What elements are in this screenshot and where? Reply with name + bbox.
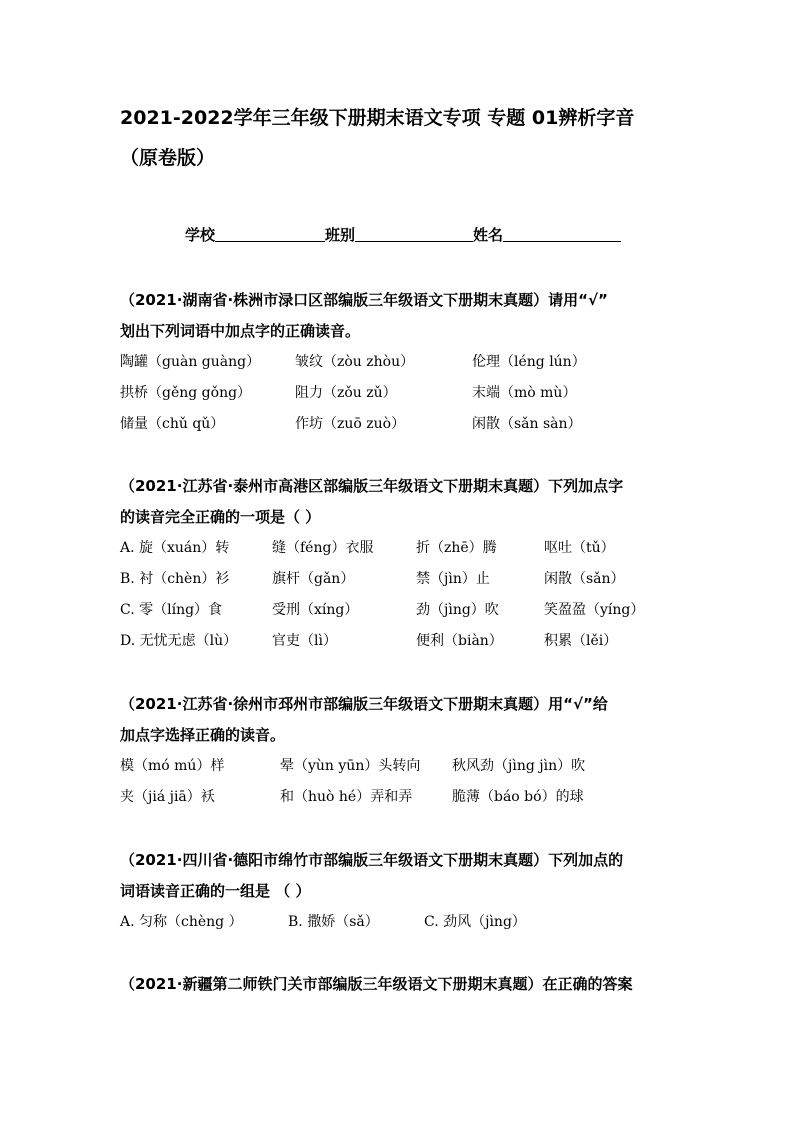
- question-header-line: 加点字选择正确的读音。: [120, 726, 286, 744]
- option-item: B. 撒娇（sǎ）: [288, 914, 379, 930]
- option-row: [120, 347, 680, 378]
- word-item: 闲散（sǎn sàn）: [472, 416, 582, 432]
- question-header: [120, 471, 680, 533]
- question-header-line: 的读音完全正确的一项是（ ）: [120, 508, 321, 526]
- option-row: [120, 751, 680, 782]
- word-item: 皱纹（zòu zhòu）: [295, 354, 415, 370]
- option-item: 劲（jìng）吹: [416, 602, 499, 618]
- question-header-line: （2021·四川省·德阳市绵竹市部编版三年级语文下册期末真题）下列加点的: [120, 851, 624, 869]
- option-item: 闲散（sǎn）: [544, 571, 625, 587]
- question-header-line: （2021·江苏省·泰州市高港区部编版三年级语文下册期末真题）下列加点字: [120, 477, 624, 495]
- option-item: A. 匀称（chèng ）: [120, 914, 243, 930]
- title-line-1: 2021-2022学年三年级下册期末语文专项 专题 01辨析字音: [120, 107, 635, 129]
- question-header-line: （2021·江苏省·徐州市邳州市部编版三年级语文下册期末真题）用“√”给: [120, 695, 608, 713]
- option-item: 缝（féng）衣服: [272, 540, 374, 556]
- class-label: 班别: [325, 226, 356, 244]
- question-header-line: （2021·新疆第二师铁门关市部编版三年级语文下册期末真题）在正确的答案: [120, 975, 633, 993]
- question-header-line: 词语读音正确的一组是 （ ）: [120, 882, 311, 900]
- question-header: [120, 845, 680, 907]
- word-item: 储量（chǔ qǔ）: [120, 416, 225, 432]
- question-1: [120, 285, 680, 440]
- option-item: 禁（jìn）止: [416, 571, 490, 587]
- option-item: 旗杆（gǎn）: [272, 571, 355, 587]
- option-row-b: [120, 564, 680, 595]
- word-item: 脆薄（báo bó）的球: [452, 789, 584, 805]
- word-item: 和（huò hé）弄和弄: [280, 789, 413, 805]
- option-item: A. 旋（xuán）转: [120, 540, 230, 556]
- option-item: B. 衬（chèn）衫: [120, 571, 230, 587]
- option-row-a: [120, 533, 680, 564]
- question-5: [120, 969, 680, 1000]
- option-item: 积累（lěi）: [544, 633, 618, 649]
- school-blank: [215, 225, 325, 242]
- option-item: 官吏（lì）: [272, 633, 337, 649]
- option-row: [120, 782, 680, 813]
- option-item: 折（zhē）腾: [416, 540, 497, 556]
- title-line-2: （原卷版）: [120, 147, 216, 169]
- option-item: C. 零（líng）食: [120, 602, 223, 618]
- question-3: [120, 689, 680, 813]
- question-header: [120, 285, 680, 347]
- question-2: [120, 471, 680, 657]
- word-item: 拱桥（gěng gǒng）: [120, 385, 252, 401]
- document-title: [120, 98, 680, 178]
- word-item: 秋风劲（jìng jìn）吹: [452, 758, 586, 774]
- word-item: 陶罐（guàn guàng）: [120, 354, 261, 370]
- option-item: 受刑（xíng）: [272, 602, 359, 618]
- word-item: 阻力（zǒu zǔ）: [295, 385, 397, 401]
- option-item: 便利（biàn）: [416, 633, 503, 649]
- option-row-c: [120, 595, 680, 626]
- question-4: [120, 845, 680, 938]
- option-row: [120, 378, 680, 409]
- option-item: 呕吐（tǔ）: [544, 540, 615, 556]
- word-item: 晕（yùn yūn）头转向: [280, 758, 421, 774]
- student-info-line: [185, 224, 621, 245]
- word-item: 夹（jiá jiā）袄: [120, 789, 215, 805]
- option-item: 笑盈盈（yíng）: [544, 602, 645, 618]
- word-item: 末端（mò mù）: [472, 385, 577, 401]
- name-label: 姓名: [473, 226, 504, 244]
- school-label: 学校: [185, 226, 216, 244]
- name-blank: [503, 225, 621, 242]
- question-header: [120, 689, 680, 751]
- word-item: 作坊（zuō zuò）: [295, 416, 406, 432]
- option-item: C. 劲风（jìng）: [424, 914, 526, 930]
- question-header-line: （2021·湖南省·株洲市渌口区部编版三年级语文下册期末真题）请用“√”: [120, 291, 608, 309]
- option-row: [120, 409, 680, 440]
- option-row: [120, 907, 680, 938]
- class-blank: [355, 225, 473, 242]
- word-item: 模（mó mú）样: [120, 758, 225, 774]
- question-header: [120, 969, 680, 1000]
- option-item: D. 无忧无虑（lù）: [120, 633, 238, 649]
- word-item: 伦理（léng lún）: [472, 354, 586, 370]
- option-row-d: [120, 626, 680, 657]
- question-header-line: 划出下列词语中加点字的正确读音。: [120, 322, 361, 340]
